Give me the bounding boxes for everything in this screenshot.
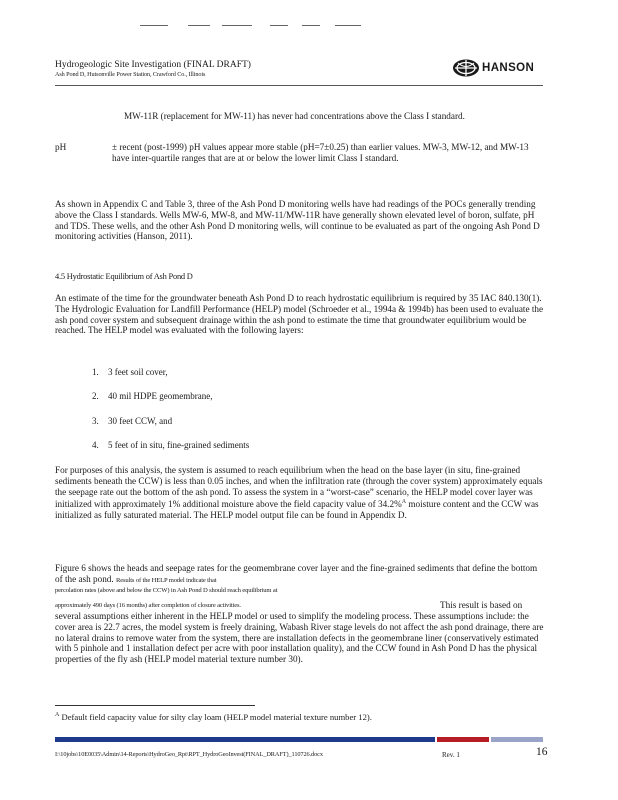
- ph-paragraph: ± recent (post-1999) pH values appear more stable (pH=7±0.25) than earlier values. MW-3, MW-12, and MW-13 have inter-quartile ranges that are at or below the lower limit Class I standard.: [112, 142, 529, 163]
- footer-revision: Rev. 1: [442, 751, 460, 759]
- list-item: [92, 391, 212, 401]
- hanson-logo: [452, 58, 544, 78]
- help-model-paragraph: An estimate of the time for the groundwater beneath Ash Pond D to reach hydrostatic equilibrium is required by 35 IAC 840.130(1). The Hydrologic Evaluation for Landfill Performance (HELP) model (Schroeder et al., 1994a & 1994b) has been used to evaluate the ash pond cover system and subsequent drainage within the ash pond to estimate the time that groundwater equilibrium would be reached. The HELP model was evaluated with the following layers:: [55, 293, 544, 336]
- equilibrium-text-a: For purposes of this analysis, the system is assumed to reach equilibrium when the head on the base layer (in situ, fine-grained sediments beneath the CCW) is less than 0.05 inches, and when the infiltration rate (through the cover system) approximately equals the seepage rate out the bottom of the ash pond. To assess the system in a “worst-case” scenario, the HELP model cover layer was initialized with approximately 1% additional moisture above the field capacity value of 34.2%: [55, 465, 543, 510]
- list-item: [92, 367, 168, 377]
- equilibrium-paragraph: [55, 465, 545, 521]
- footnote-marker: A: [55, 712, 60, 719]
- footer-bar-blue: [55, 737, 435, 742]
- footnote: [55, 712, 372, 722]
- header-title: Hydrogeologic Site Investigation (FINAL DRAFT): [55, 60, 251, 70]
- list-number: 4.: [92, 440, 99, 450]
- list-item: [92, 440, 249, 450]
- ph-label: pH: [55, 142, 67, 152]
- footnote-marker: A: [401, 499, 407, 506]
- page-number: 16: [536, 746, 548, 758]
- section-heading: 4.5 Hydrostatic Equilibrium of Ash Pond D: [55, 272, 193, 281]
- list-number: 2.: [92, 391, 99, 401]
- figure6-tail-text: This result is based on: [440, 600, 523, 610]
- footnote-text: Default field capacity value for silty clay loam (HELP model material texture number 12).: [61, 712, 372, 722]
- list-text: 5 feet of in situ, fine-grained sediments: [108, 440, 250, 450]
- figure6-small-line-3: approximately 490 days (16 months) after completion of closure activities.: [55, 602, 241, 609]
- header-subtitle: Ash Pond D, Hutsonville Power Station, Crawford Co., Illinois: [55, 71, 206, 78]
- figure6-paragraph-lead: [55, 563, 545, 587]
- footer-bar-light: [491, 737, 543, 742]
- equilibrium-text-b: moisture content and the CCW was initialized as fully saturated material. The HELP model output file can be found in Appendix D.: [55, 499, 539, 521]
- figure6-small-line-2: percolation rates (above and below the CCW) in Ash Pond D should reach equilibrium at: [55, 587, 278, 594]
- appendix-paragraph: As shown in Appendix C and Table 3, three of the Ash Pond D monitoring wells have had readings of the POCs generally trending above the Class I standards. Wells MW-6, MW-8, and MW-11/MW-11R have generally shown elevated level of boron, sulfate, pH and TDS. These wells, and the other Ash Pond D monitoring wells, will continue to be evaluated as part of the ongoing Ash Pond D monitoring activities (Hanson, 2011).: [55, 199, 540, 242]
- footer-file-path: I:\10jobs\10E0035\Admin\14-Reports\HydroGeo_Rpt\RPT_HydroGeoInvest(FINAL_DRAFT)_110726.docx: [55, 751, 323, 758]
- footer-bar-red: [437, 737, 489, 742]
- top-scan-marks: [140, 25, 380, 27]
- figure6-paragraph-rest: several assumptions either inherent in the HELP model or used to simplify the modeling process. These assumptions include: the cover area is 22.7 acres, the model system is freely draining, Wabash River stage levels do not affect the ash pond drainage, there are no lateral drains to remove water from the system, there are installation defects in the geomembrane liner (conservatively estimated with 5 pinhole and 1 installation defect per acre with poor installation quality), and the CCW found in Ash Pond D has the physical properties of the fly ash (HELP model material texture number 30).: [55, 611, 544, 665]
- list-text: 30 feet CCW, and: [108, 416, 173, 426]
- list-number: 3.: [92, 416, 99, 426]
- mw11r-paragraph: MW-11R (replacement for MW-11) has never had concentrations above the Class I standard.: [124, 111, 465, 121]
- figure6-small-line-1: Results of the HELP model indicate that: [115, 576, 217, 584]
- figure6-lead-text: Figure 6 shows the heads and seepage rates for the geomembrane cover layer and the fine-grained sediments that define the bottom of the ash pond.: [55, 563, 538, 584]
- header-rule: [55, 85, 543, 86]
- list-item: [92, 416, 172, 426]
- list-number: 1.: [92, 367, 99, 377]
- footnote-rule: [55, 705, 255, 706]
- list-text: 3 feet soil cover,: [108, 367, 168, 377]
- logo-text: HANSON: [482, 62, 535, 74]
- globe-icon: [452, 58, 480, 78]
- list-text: 40 mil HDPE geomembrane,: [108, 391, 213, 401]
